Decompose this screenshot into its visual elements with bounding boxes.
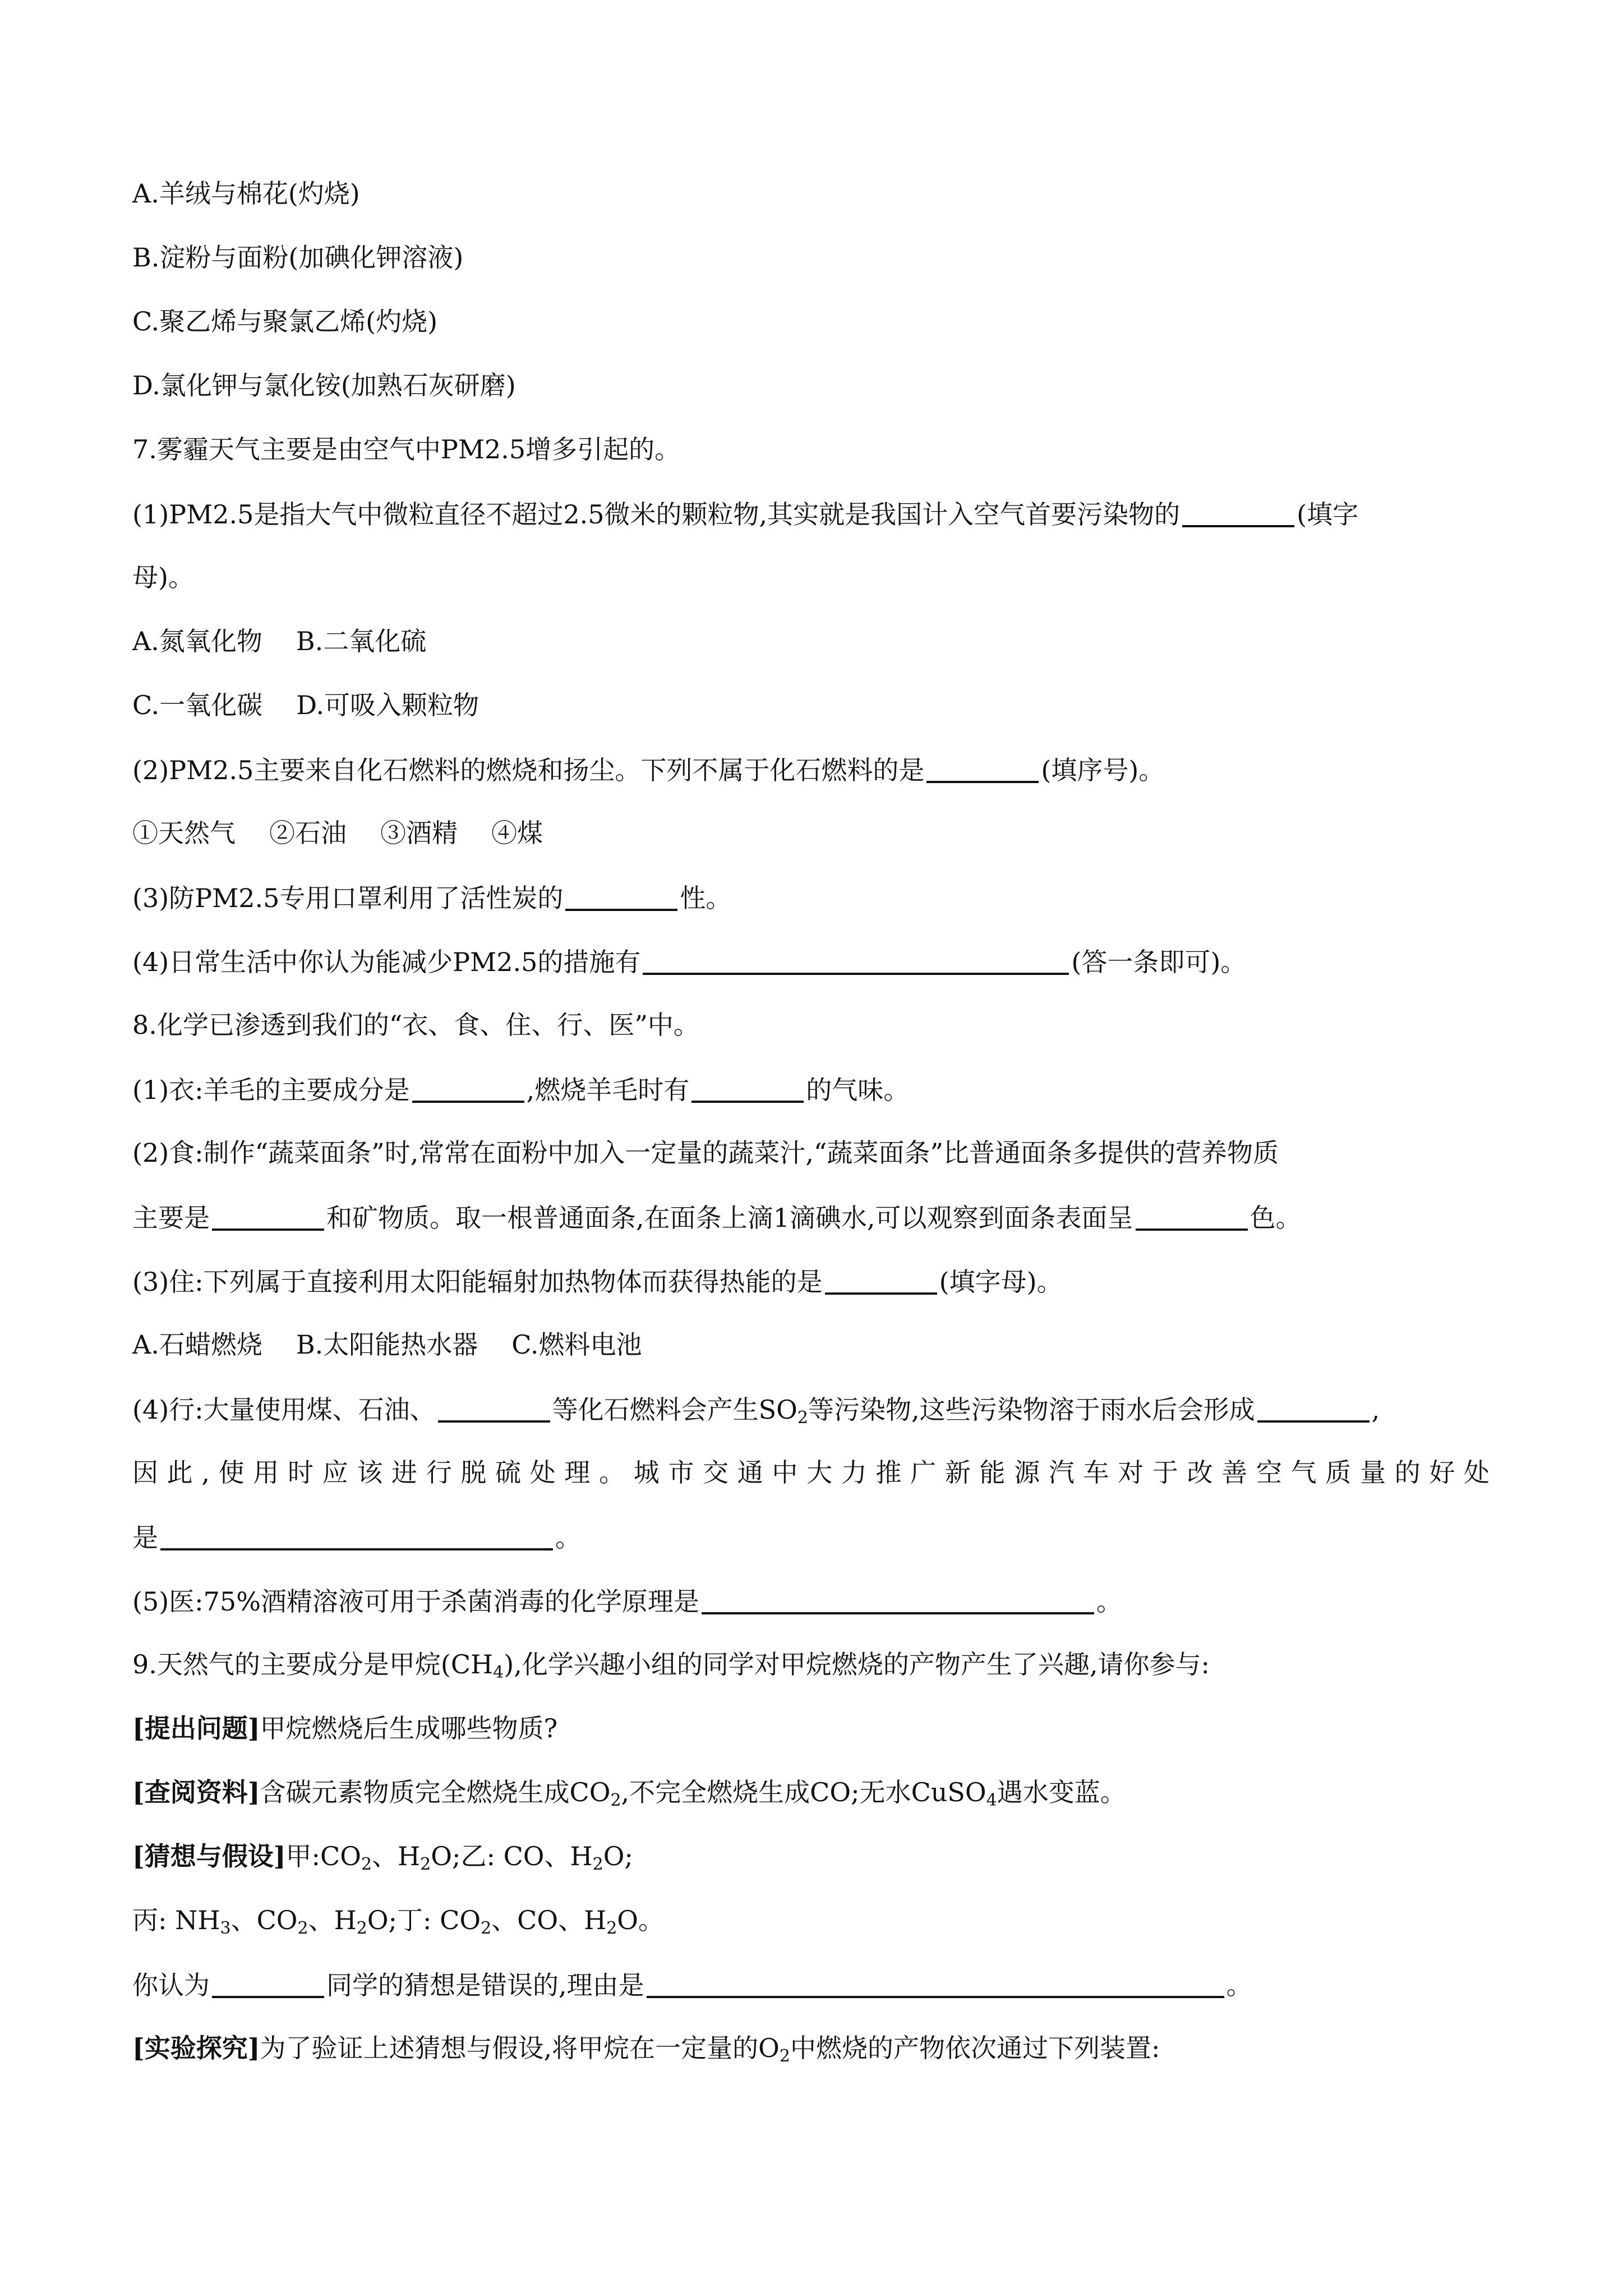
q7-p2-option-4: ④煤 — [491, 818, 543, 848]
q9-experiment-section — [132, 2033, 1160, 2066]
option-c — [132, 306, 438, 337]
q8-p3-option-a: A.石蜡燃烧 — [132, 1329, 262, 1360]
answer-blank[interactable] — [565, 884, 677, 911]
subscript: 2 — [356, 1918, 367, 1938]
subscript: 4 — [986, 1791, 997, 1810]
q7-stem-text: 7.雾霾天气主要是由空气中PM2.5增多引起的。 — [132, 434, 681, 464]
section-text: 甲烷燃烧后生成哪些物质? — [260, 1713, 558, 1743]
q8-p2-mid: 和矿物质。取一根普通面条,在面条上滴1滴碘水,可以观察到面条表面呈 — [326, 1203, 1133, 1233]
q7-p2-option-3: ③酒精 — [380, 818, 458, 848]
answer-blank[interactable] — [1257, 1396, 1370, 1423]
section-text: 丙: NH — [132, 1905, 220, 1935]
q9-hypothesis-section — [132, 1841, 633, 1874]
section-text: 遇水变蓝。 — [997, 1777, 1126, 1807]
section-text: 含碳元素物质完全燃烧生成CO — [260, 1777, 611, 1807]
q7-p4-hint: (答一条即可)。 — [1071, 947, 1247, 977]
q8-p4-comma: , — [1371, 1395, 1380, 1425]
answer-blank[interactable] — [212, 1204, 324, 1231]
section-text: 同学的猜想是错误的,理由是 — [326, 1970, 644, 2000]
option-d-text: D.氯化钾与氯化铵(加熟石灰研磨) — [132, 370, 516, 401]
q9-stem — [132, 1649, 1210, 1682]
section-text: 、H — [308, 1905, 357, 1935]
q7-option-c: C.一氧化碳 — [132, 690, 263, 720]
q7-option-d: D.可吸入颗粒物 — [296, 690, 479, 720]
q9-stem-text-end: ),化学兴趣小组的同学对甲烷燃烧的产物产生了兴趣,请你参与: — [504, 1649, 1210, 1680]
subscript: 2 — [592, 1855, 603, 1874]
q7-p4-text: (4)日常生活中你认为能减少PM2.5的措施有 — [132, 947, 641, 977]
q9-question-section — [132, 1715, 557, 1741]
q7-options-row2 — [132, 692, 479, 718]
q8-part4 — [132, 1395, 1380, 1428]
answer-blank[interactable] — [412, 1076, 524, 1103]
q9-hypothesis-cont — [132, 1905, 665, 1938]
answer-blank[interactable] — [160, 1524, 553, 1550]
q8-part2-cont — [132, 1204, 1302, 1231]
section-text: 、CO — [230, 1905, 298, 1935]
q8-part3 — [132, 1268, 1063, 1295]
q9-reference-section — [132, 1777, 1126, 1810]
q8-part3-options — [132, 1329, 642, 1360]
section-text: ,不完全燃烧生成CO;无水CuSO — [621, 1777, 986, 1807]
section-text: 。 — [1226, 1970, 1252, 2000]
q7-p1-text: (1)PM2.5是指大气中微粒直径不超过2.5微米的颗粒物,其实就是我国计入空气首要污染物的 — [132, 499, 1181, 530]
q7-part2 — [132, 756, 1164, 783]
section-text: 甲:CO — [285, 1841, 361, 1871]
subscript: 2 — [481, 1918, 492, 1938]
q7-part3 — [132, 884, 731, 911]
answer-blank[interactable] — [212, 1971, 324, 1998]
option-c-text: C.聚乙烯与聚氯乙烯(灼烧) — [132, 306, 438, 337]
q8-p4-end: 。 — [555, 1522, 581, 1553]
section-text: O;丁: CO — [367, 1905, 481, 1935]
section-text: O;乙: CO、H — [431, 1841, 593, 1871]
q8-part1 — [132, 1076, 909, 1103]
q7-p2-option-2: ②石油 — [269, 818, 347, 848]
subscript: 2 — [610, 1791, 621, 1810]
q7-p3-text: (3)防PM2.5专用口罩利用了活性炭的 — [132, 883, 564, 913]
q7-part4 — [132, 948, 1246, 975]
q7-p1-hint-end: 母)。 — [132, 562, 194, 592]
subscript: 2 — [797, 1408, 808, 1428]
option-a-text: A.羊绒与棉花(灼烧) — [132, 178, 360, 209]
q7-p3-end: 性。 — [680, 883, 732, 913]
subscript: 2 — [361, 1855, 372, 1874]
q8-stem — [132, 1012, 699, 1038]
option-b-text: B.淀粉与面粉(加碘化钾溶液) — [132, 242, 464, 273]
q8-p1-end: 的气味。 — [806, 1075, 910, 1105]
answer-blank[interactable] — [647, 1971, 1224, 1998]
section-heading: [实验探究] — [132, 2033, 260, 2063]
answer-blank[interactable] — [825, 1268, 937, 1295]
section-text: O。 — [617, 1905, 665, 1935]
q7-part1 — [132, 499, 1359, 530]
q8-p4-cont-text: 因此,使用时应该进行脱硫处理。城市交通中大力推广新能源汽车对于改善空气质量的好处 — [132, 1457, 1490, 1488]
option-b — [132, 242, 464, 273]
answer-blank[interactable] — [1136, 1204, 1248, 1231]
q7-p2-hint: (填序号)。 — [1041, 755, 1165, 785]
subscript: 2 — [420, 1855, 431, 1874]
q8-p3-option-b: B.太阳能热水器 — [296, 1329, 478, 1360]
q8-part4-cont — [132, 1457, 1490, 1488]
section-text: 你认为 — [132, 1970, 210, 2000]
q8-p4-text: (4)行:大量使用煤、石油、 — [132, 1395, 436, 1425]
answer-blank[interactable] — [691, 1076, 804, 1103]
q8-p3-hint: (填字母)。 — [939, 1267, 1063, 1297]
section-heading: [猜想与假设] — [132, 1841, 286, 1871]
q8-p2-lead: 主要是 — [132, 1203, 210, 1233]
answer-blank[interactable] — [1182, 500, 1294, 527]
section-text: 为了验证上述猜想与假设,将甲烷在一定量的O — [260, 2033, 780, 2063]
q7-stem — [132, 436, 680, 462]
q8-p2-text: (2)食:制作“蔬菜面条”时,常常在面粉中加入一定量的蔬菜汁,“蔬菜面条”比普通面条多提供的营养物质 — [132, 1138, 1279, 1168]
section-text: 、H — [372, 1841, 421, 1871]
q8-p3-text: (3)住:下列属于直接利用太阳能辐射加热物体而获得热能的是 — [132, 1267, 823, 1297]
q8-part5 — [132, 1586, 1122, 1617]
section-heading: [查阅资料] — [132, 1777, 260, 1807]
answer-blank[interactable] — [643, 948, 1069, 975]
q9-judgement — [132, 1971, 1252, 1998]
q8-p4-mid2: 等污染物,这些污染物溶于雨水后会形成 — [808, 1395, 1255, 1425]
q7-p1-hint: (填字 — [1297, 499, 1359, 530]
q7-p2-text: (2)PM2.5主要来自化石燃料的燃烧和扬尘。下列不属于化石燃料的是 — [132, 755, 925, 785]
q8-p4-lead: 是 — [132, 1522, 158, 1553]
subscript: 2 — [606, 1918, 617, 1938]
section-heading: [提出问题] — [132, 1713, 260, 1743]
q8-p1-text: (1)衣:羊毛的主要成分是 — [132, 1075, 410, 1105]
section-text: 中燃烧的产物依次通过下列装置: — [790, 2033, 1160, 2063]
q7-options-row1 — [132, 628, 426, 654]
answer-blank[interactable] — [438, 1396, 550, 1423]
q8-p2-end: 色。 — [1249, 1203, 1302, 1233]
q7-part1-cont — [132, 564, 194, 590]
q8-p4-mid: 等化石燃料会产生SO — [552, 1395, 797, 1425]
q8-part4-answer — [132, 1522, 581, 1553]
option-d — [132, 370, 516, 401]
q8-p3-option-c: C.燃料电池 — [511, 1329, 642, 1360]
q9-stem-text: 9.天然气的主要成分是甲烷(CH — [132, 1649, 494, 1680]
section-text: O; — [603, 1841, 633, 1871]
answer-blank[interactable] — [702, 1588, 1094, 1614]
q7-option-b: B.二氧化硫 — [296, 626, 427, 656]
answer-blank[interactable] — [926, 756, 1039, 783]
option-a — [132, 178, 360, 209]
q8-p5-end: 。 — [1096, 1586, 1122, 1617]
subscript: 2 — [779, 2046, 790, 2066]
section-text: 、CO、H — [491, 1905, 607, 1935]
subscript: 3 — [220, 1918, 231, 1938]
q8-p1-mid: ,燃烧羊毛时有 — [526, 1075, 690, 1105]
q8-p5-text: (5)医:75%酒精溶液可用于杀菌消毒的化学原理是 — [132, 1586, 699, 1617]
q7-part2-options — [132, 820, 543, 846]
subscript: 4 — [493, 1663, 504, 1682]
q8-stem-text: 8.化学已渗透到我们的“衣、食、住、行、医”中。 — [132, 1010, 699, 1040]
q8-part2 — [132, 1140, 1279, 1166]
q7-option-a: A.氮氧化物 — [132, 626, 262, 656]
q7-p2-option-1: ①天然气 — [132, 818, 236, 848]
subscript: 2 — [297, 1918, 308, 1938]
